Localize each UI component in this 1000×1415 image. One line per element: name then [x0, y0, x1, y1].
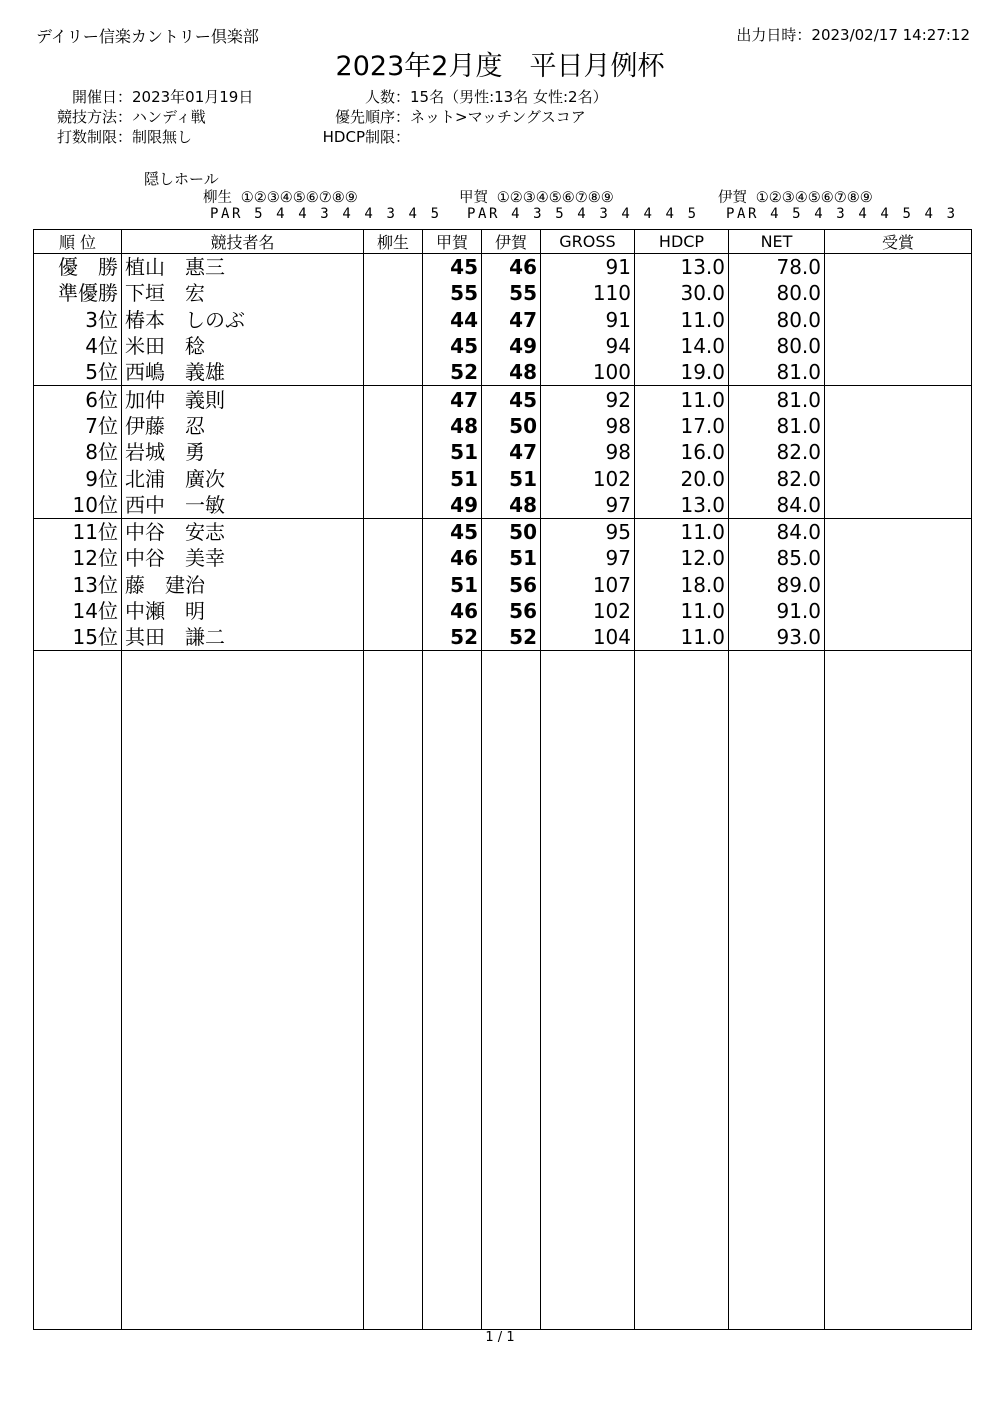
koga-score-cell: 51 [423, 439, 482, 465]
course-koga-hole-marks: ①②③④⑤⑥⑦⑧⑨ [496, 190, 614, 206]
rank-cell: 9位 [34, 465, 122, 491]
hdcp-cell: 13.0 [635, 254, 729, 281]
hdcp-cell: 30.0 [635, 280, 729, 306]
course-yagyu-hole-marks: ①②③④⑤⑥⑦⑧⑨ [240, 190, 358, 206]
info-players [300, 86, 608, 107]
yagyu-score-cell [364, 492, 423, 519]
course-iga-holes [718, 186, 873, 207]
gross-cell: 107 [541, 572, 635, 598]
hdcp-cell: 19.0 [635, 359, 729, 386]
hdcp-cell: 11.0 [635, 386, 729, 413]
net-cell: 84.0 [729, 518, 825, 545]
rank-cell: 13位 [34, 572, 122, 598]
filler-cell [825, 651, 972, 1330]
results-table [33, 229, 972, 1330]
rank-cell: 10位 [34, 492, 122, 519]
gross-cell: 98 [541, 439, 635, 465]
player-name-cell: 伊藤 忍 [122, 413, 364, 439]
course-yagyu-par: PAR 5 4 4 3 4 4 3 4 5 [210, 206, 442, 222]
koga-score-cell: 46 [423, 545, 482, 571]
koga-score-cell: 46 [423, 598, 482, 624]
yagyu-score-cell [364, 518, 423, 545]
yagyu-score-cell [364, 333, 423, 359]
gross-cell: 95 [541, 518, 635, 545]
filler-cell [541, 651, 635, 1330]
net-cell: 89.0 [729, 572, 825, 598]
course-yagyu-name: 柳生 [203, 190, 232, 206]
table-row [34, 413, 972, 439]
info-priority [300, 106, 586, 127]
net-cell: 78.0 [729, 254, 825, 281]
koga-score-cell: 45 [423, 518, 482, 545]
award-cell [825, 598, 972, 624]
iga-score-cell: 48 [482, 359, 541, 386]
filler-cell [364, 651, 423, 1330]
rank-cell: 7位 [34, 413, 122, 439]
net-cell: 85.0 [729, 545, 825, 571]
player-name-cell: 加仲 義則 [122, 386, 364, 413]
net-cell: 82.0 [729, 439, 825, 465]
award-cell [825, 518, 972, 545]
hdcp-cell: 18.0 [635, 572, 729, 598]
koga-score-cell: 44 [423, 307, 482, 333]
info-stroke-value: 制限無し [132, 128, 193, 146]
col-header-award: 受賞 [825, 230, 972, 254]
net-cell: 80.0 [729, 307, 825, 333]
iga-score-cell: 45 [482, 386, 541, 413]
iga-score-cell: 56 [482, 598, 541, 624]
iga-score-cell: 50 [482, 413, 541, 439]
rank-cell: 3位 [34, 307, 122, 333]
club-name: デイリー信楽カントリー倶楽部 [36, 27, 259, 46]
koga-score-cell: 45 [423, 254, 482, 281]
table-row [34, 545, 972, 571]
koga-score-cell: 52 [423, 359, 482, 386]
iga-score-cell: 50 [482, 518, 541, 545]
award-cell [825, 439, 972, 465]
award-cell [825, 545, 972, 571]
yagyu-score-cell [364, 254, 423, 281]
gross-cell: 100 [541, 359, 635, 386]
net-cell: 81.0 [729, 413, 825, 439]
table-row [34, 333, 972, 359]
net-cell: 84.0 [729, 492, 825, 519]
player-name-cell: 植山 惠三 [122, 254, 364, 281]
col-header-iga: 伊賀 [482, 230, 541, 254]
course-iga-hole-marks: ①②③④⑤⑥⑦⑧⑨ [755, 190, 873, 206]
rank-cell: 15位 [34, 624, 122, 651]
course-koga-name: 甲賀 [459, 190, 488, 206]
rank-cell: 4位 [34, 333, 122, 359]
net-cell: 82.0 [729, 465, 825, 491]
table-row [34, 386, 972, 413]
course-koga-holes [459, 186, 614, 207]
gross-cell: 102 [541, 465, 635, 491]
col-header-koga: 甲賀 [423, 230, 482, 254]
award-cell [825, 492, 972, 519]
info-hdcp-limit [300, 126, 410, 147]
rank-cell: 5位 [34, 359, 122, 386]
gross-cell: 92 [541, 386, 635, 413]
gross-cell: 98 [541, 413, 635, 439]
course-yagyu-holes [203, 186, 358, 207]
table-row [34, 572, 972, 598]
rank-cell: 準優勝 [34, 280, 122, 306]
gross-cell: 91 [541, 307, 635, 333]
info-date [36, 86, 253, 107]
col-header-hdcp: HDCP [635, 230, 729, 254]
award-cell [825, 280, 972, 306]
filler-cell [729, 651, 825, 1330]
player-name-cell: 岩城 勇 [122, 439, 364, 465]
koga-score-cell: 55 [423, 280, 482, 306]
koga-score-cell: 45 [423, 333, 482, 359]
koga-score-cell: 51 [423, 465, 482, 491]
iga-score-cell: 47 [482, 307, 541, 333]
info-date-value: 2023年01月19日 [132, 88, 254, 106]
award-cell [825, 359, 972, 386]
player-name-cell: 西嶋 義雄 [122, 359, 364, 386]
table-row [34, 492, 972, 519]
net-cell: 80.0 [729, 333, 825, 359]
koga-score-cell: 47 [423, 386, 482, 413]
info-priority-label: 優先順序： [334, 108, 410, 126]
course-iga-par: PAR 4 5 4 3 4 4 5 4 3 [726, 206, 958, 222]
table-row [34, 598, 972, 624]
course-iga-name: 伊賀 [718, 190, 747, 206]
net-cell: 93.0 [729, 624, 825, 651]
iga-score-cell: 55 [482, 280, 541, 306]
hdcp-cell: 11.0 [635, 307, 729, 333]
iga-score-cell: 51 [482, 465, 541, 491]
iga-score-cell: 46 [482, 254, 541, 281]
gross-cell: 102 [541, 598, 635, 624]
koga-score-cell: 51 [423, 572, 482, 598]
rank-cell: 6位 [34, 386, 122, 413]
hdcp-cell: 11.0 [635, 598, 729, 624]
yagyu-score-cell [364, 386, 423, 413]
info-players-value: 15名（男性:13名 女性:2名） [410, 88, 608, 106]
gross-cell: 104 [541, 624, 635, 651]
hdcp-cell: 13.0 [635, 492, 729, 519]
award-cell [825, 333, 972, 359]
rank-cell: 12位 [34, 545, 122, 571]
player-name-cell: 北浦 廣次 [122, 465, 364, 491]
info-method-label: 競技方法： [56, 108, 132, 126]
col-header-rank: 順 位 [34, 230, 122, 254]
yagyu-score-cell [364, 307, 423, 333]
player-name-cell: 西中 一敏 [122, 492, 364, 519]
award-cell [825, 386, 972, 413]
hdcp-cell: 12.0 [635, 545, 729, 571]
printed-timestamp: 出力日時：2023/02/17 14:27:12 [736, 26, 970, 44]
yagyu-score-cell [364, 572, 423, 598]
table-row [34, 280, 972, 306]
filler-cell [34, 651, 122, 1330]
col-header-net: NET [729, 230, 825, 254]
player-name-cell: 下垣 宏 [122, 280, 364, 306]
hdcp-cell: 20.0 [635, 465, 729, 491]
award-cell [825, 572, 972, 598]
koga-score-cell: 52 [423, 624, 482, 651]
table-row [34, 254, 972, 281]
yagyu-score-cell [364, 280, 423, 306]
filler-cell [635, 651, 729, 1330]
yagyu-score-cell [364, 598, 423, 624]
award-cell [825, 624, 972, 651]
table-row [34, 439, 972, 465]
iga-score-cell: 49 [482, 333, 541, 359]
col-header-player: 競技者名 [122, 230, 364, 254]
col-header-gross: GROSS [541, 230, 635, 254]
filler-cell [423, 651, 482, 1330]
iga-score-cell: 52 [482, 624, 541, 651]
rank-cell: 14位 [34, 598, 122, 624]
iga-score-cell: 51 [482, 545, 541, 571]
results-body [34, 254, 972, 1330]
net-cell: 81.0 [729, 386, 825, 413]
rank-cell: 8位 [34, 439, 122, 465]
info-players-label: 人数： [364, 88, 410, 106]
hdcp-cell: 11.0 [635, 518, 729, 545]
player-name-cell: 米田 稔 [122, 333, 364, 359]
yagyu-score-cell [364, 545, 423, 571]
info-stroke-limit [36, 126, 192, 147]
hdcp-cell: 11.0 [635, 624, 729, 651]
yagyu-score-cell [364, 465, 423, 491]
hdcp-cell: 16.0 [635, 439, 729, 465]
info-method-value: ハンディ戦 [132, 108, 206, 126]
player-name-cell: 椿本 しのぶ [122, 307, 364, 333]
yagyu-score-cell [364, 439, 423, 465]
rank-cell: 11位 [34, 518, 122, 545]
iga-score-cell: 48 [482, 492, 541, 519]
info-priority-value: ネット>マッチングスコア [410, 108, 586, 126]
table-row [34, 518, 972, 545]
col-header-yagyu: 柳生 [364, 230, 423, 254]
award-cell [825, 254, 972, 281]
filler-cell [482, 651, 541, 1330]
table-row [34, 359, 972, 386]
net-cell: 81.0 [729, 359, 825, 386]
yagyu-score-cell [364, 624, 423, 651]
player-name-cell: 中谷 美幸 [122, 545, 364, 571]
course-koga-par: PAR 4 3 5 4 3 4 4 4 5 [467, 206, 699, 222]
table-filler-row [34, 651, 972, 1330]
player-name-cell: 藤 建治 [122, 572, 364, 598]
filler-cell [122, 651, 364, 1330]
gross-cell: 91 [541, 254, 635, 281]
info-date-label: 開催日： [71, 88, 132, 106]
award-cell [825, 307, 972, 333]
page-number: 1 / 1 [485, 1330, 515, 1345]
yagyu-score-cell [364, 413, 423, 439]
gross-cell: 97 [541, 545, 635, 571]
page-title: 2023年2月度 平日月例杯 [335, 51, 665, 82]
hdcp-cell: 14.0 [635, 333, 729, 359]
table-row [34, 465, 972, 491]
iga-score-cell: 47 [482, 439, 541, 465]
hdcp-cell: 17.0 [635, 413, 729, 439]
koga-score-cell: 49 [423, 492, 482, 519]
player-name-cell: 其田 謙二 [122, 624, 364, 651]
info-stroke-label: 打数制限： [56, 128, 132, 146]
hidden-holes-label: 隠しホール [144, 170, 219, 188]
gross-cell: 94 [541, 333, 635, 359]
info-hdcp-label: HDCP制限： [322, 128, 410, 146]
award-cell [825, 465, 972, 491]
player-name-cell: 中谷 安志 [122, 518, 364, 545]
iga-score-cell: 56 [482, 572, 541, 598]
rank-cell: 優 勝 [34, 254, 122, 281]
net-cell: 91.0 [729, 598, 825, 624]
table-header-row [34, 230, 972, 254]
koga-score-cell: 48 [423, 413, 482, 439]
award-cell [825, 413, 972, 439]
info-method [36, 106, 206, 127]
table-row [34, 307, 972, 333]
yagyu-score-cell [364, 359, 423, 386]
net-cell: 80.0 [729, 280, 825, 306]
table-row [34, 624, 972, 651]
gross-cell: 97 [541, 492, 635, 519]
player-name-cell: 中瀬 明 [122, 598, 364, 624]
gross-cell: 110 [541, 280, 635, 306]
